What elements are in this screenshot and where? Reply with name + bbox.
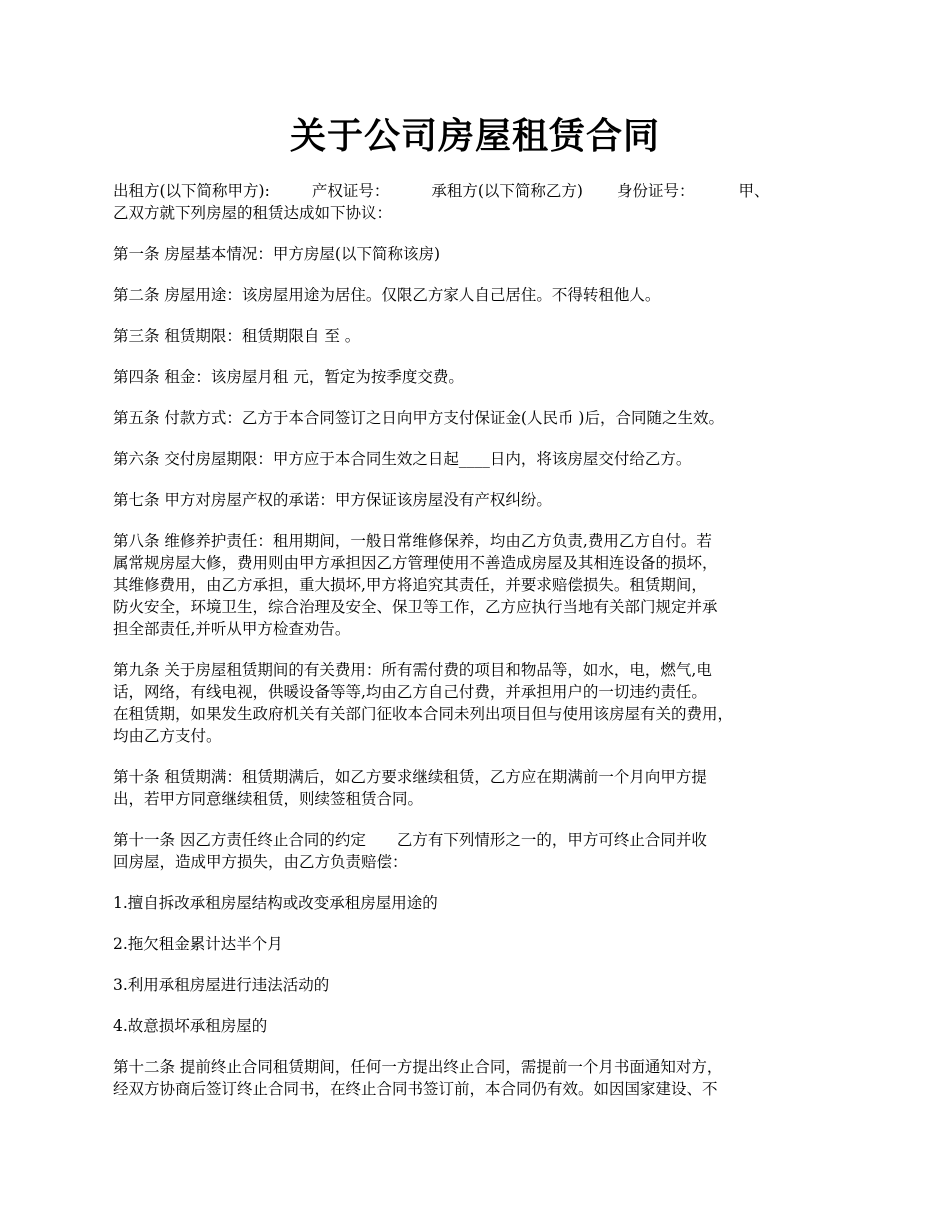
article-line: 属常规房屋大修，费用则由甲方承担因乙方管理使用不善造成房屋及其相连设备的损坏，	[113, 554, 718, 572]
article-paragraph	[113, 407, 853, 429]
article-paragraph	[113, 1056, 853, 1100]
article-line: 第二条 房屋用途：该房屋用途为居住。仅限乙方家人自己居住。不得转租他人。	[113, 286, 661, 304]
title-cert-label: 产权证号：	[311, 182, 390, 200]
article-line: 出，若甲方同意继续租赁，则续签租赁合同。	[113, 790, 424, 808]
article-paragraph	[113, 325, 853, 347]
document-title: 关于公司房屋租赁合同	[289, 115, 660, 157]
article-line: 第十一条 因乙方责任终止合同的约定 乙方有下列情形之一的，甲方可终止合同并收	[113, 831, 707, 849]
article-line: 2.拖欠租金累计达半个月	[113, 935, 283, 953]
article-line: 其维修费用，由乙方承担，重大损坏,甲方将追究其责任，并要求赔偿损失。租赁期间，	[113, 576, 707, 594]
article-line: 第五条 付款方式：乙方于本合同签订之日向甲方支付保证金(人民币 )后，合同随之生效。	[113, 409, 724, 427]
article-line: 4.故意损坏承租房屋的	[113, 1017, 268, 1035]
article-line: 均由乙方支付。	[113, 727, 222, 745]
article-paragraph	[113, 829, 853, 873]
article-paragraph	[113, 766, 853, 810]
article-paragraph	[113, 243, 853, 265]
intro-tail: 甲、	[738, 182, 770, 200]
article-list	[113, 243, 853, 1100]
article-paragraph	[113, 659, 853, 747]
article-line: 第九条 关于房屋租赁期间的有关费用：所有需付费的项目和物品等，如水，电，燃气,电	[113, 661, 712, 679]
article-paragraph	[113, 1015, 853, 1037]
article-line: 第十条 租赁期满：租赁期满后，如乙方要求继续租赁，乙方应在期满前一个月向甲方提	[113, 768, 707, 786]
article-line: 经双方协商后签订终止合同书，在终止合同书签订前，本合同仍有效。如因国家建设、不	[113, 1080, 718, 1098]
intro-line-2: 乙双方就下列房屋的租赁达成如下协议：	[113, 204, 393, 222]
article-line: 防火安全，环境卫生，综合治理及安全、保卫等工作，乙方应执行当地有关部门规定并承	[113, 598, 718, 616]
article-paragraph	[113, 530, 853, 640]
intro-paragraph	[113, 180, 853, 224]
article-line: 在租赁期，如果发生政府机关有关部门征收本合同未列出项目但与使用该房屋有关的费用，	[113, 705, 734, 723]
intro-line-1	[113, 180, 853, 202]
article-paragraph	[113, 892, 853, 914]
lessor-label: 出租方(以下简称甲方):	[113, 182, 270, 200]
article-paragraph	[113, 489, 853, 511]
article-line: 第十二条 提前终止合同租赁期间，任何一方提出终止合同，需提前一个月书面通知对方，	[113, 1058, 723, 1076]
article-line: 第八条 维修养护责任：租用期间，一般日常维修保养，均由乙方负责,费用乙方自付。若	[113, 532, 712, 550]
article-paragraph	[113, 448, 853, 470]
article-line: 第三条 租赁期限：租赁期限自 至 。	[113, 327, 361, 345]
lessee-label: 承租方(以下简称乙方)	[431, 182, 583, 200]
article-line: 担全部责任,并听从甲方检查劝告。	[113, 620, 351, 638]
article-line: 1.擅自拆改承租房屋结构或改变承租房屋用途的	[113, 894, 438, 912]
article-line: 3.利用承租房屋进行违法活动的	[113, 976, 330, 994]
article-paragraph	[113, 366, 853, 388]
article-line: 第六条 交付房屋期限：甲方应于本合同生效之日起____日内，将该房屋交付给乙方。	[113, 450, 692, 468]
article-paragraph	[113, 284, 853, 306]
document-body	[113, 180, 853, 1119]
article-line: 回房屋，造成甲方损失，由乙方负责赔偿：	[113, 853, 408, 871]
article-line: 话，网络，有线电视，供暖设备等等,均由乙方自己付费，并承担用户的一切违约责任。	[113, 683, 707, 701]
article-paragraph	[113, 933, 853, 955]
article-line: 第一条 房屋基本情况：甲方房屋(以下简称该房)	[113, 245, 441, 263]
article-line: 第七条 甲方对房屋产权的承诺：甲方保证该房屋没有产权纠纷。	[113, 491, 552, 509]
id-card-label: 身份证号：	[616, 182, 695, 200]
article-paragraph	[113, 974, 853, 996]
article-line: 第四条 租金：该房屋月租 元，暂定为按季度交费。	[113, 368, 464, 386]
